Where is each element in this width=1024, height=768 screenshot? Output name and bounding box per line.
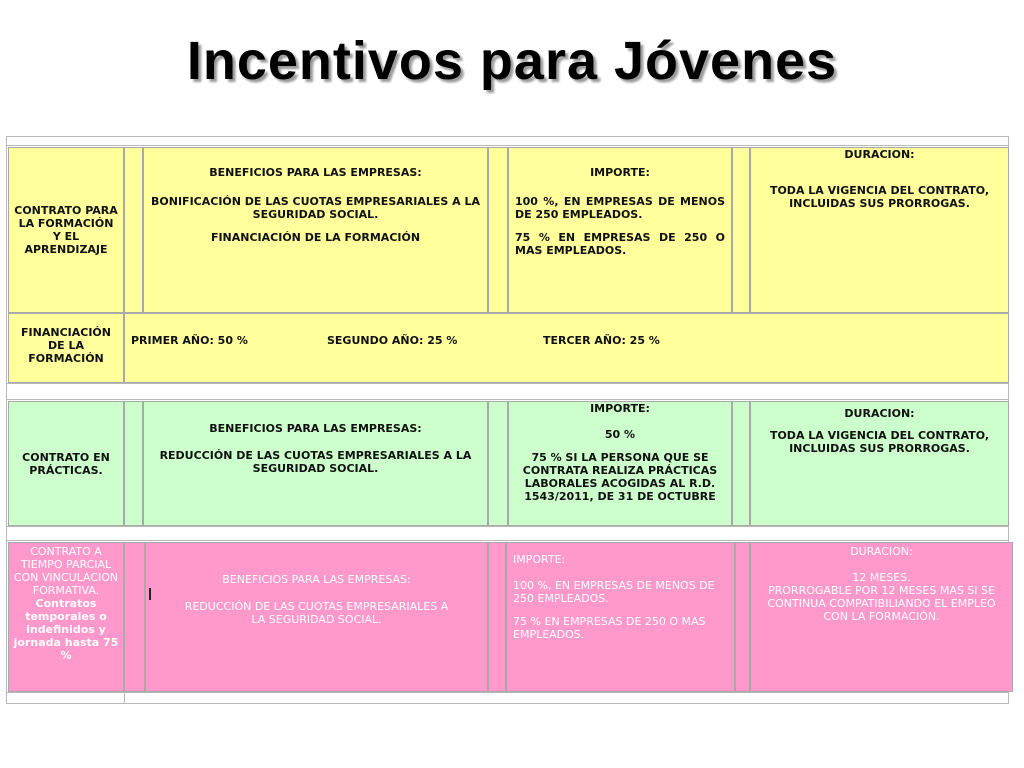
row1-duration-text: TODA LA VIGENCIA DEL CONTRATO, INCLUIDAS SUS PRORROGAS. (769, 184, 990, 210)
row3-spacer (124, 401, 143, 526)
row1-contract-type (8, 147, 124, 313)
row1-spacer (732, 147, 750, 313)
table-gridline (6, 540, 1009, 541)
row4-duration-title: DURACION: (850, 545, 913, 558)
row1-benefits-1: BONIFICACIÓN DE LAS CUOTAS EMPRESARIALES A LA SEGURIDAD SOCIAL. (151, 195, 480, 221)
row4-duration-1: 12 MESES. (852, 571, 911, 584)
row1-benefits-2: FINANCIACIÓN DE LA FORMACIÓN (210, 231, 421, 244)
row1-label: CONTRATO PARA LA FORMACIÓN Y EL APRENDIZAJE (14, 204, 118, 256)
table-gridline (6, 399, 1009, 400)
row2-label: FINANCIACIÓN DE LA FORMACIÓN (21, 326, 111, 365)
row3-benefits (143, 401, 488, 526)
table-gridline (6, 383, 1009, 384)
row4-spacer (735, 542, 750, 692)
row4-label-1: CONTRATO A TIEMPO PARCIAL CON VINCULACION FORMATIVA. (13, 545, 119, 597)
row4-amount-title: IMPORTE: (513, 553, 566, 566)
row4-duration-2: PRORROGABLE POR 12 MESES MAS SI SE CONTINUA COMPATIBILIANDO EL EMPLEO CON LA FORMACIÓN. (767, 584, 996, 623)
row4-spacer (124, 542, 145, 692)
row4-benefits-title: BENEFICIOS PARA LAS EMPRESAS: (222, 573, 411, 586)
row2-financing-values (124, 313, 1009, 383)
table-gridline (6, 692, 1009, 693)
row4-amount (506, 542, 735, 692)
table-gridline (6, 526, 1009, 527)
table-gridline (6, 145, 1009, 146)
text-cursor (149, 588, 151, 600)
row3-amount-2: 75 % SI LA PERSONA QUE SE CONTRATA REALIZA PRÁCTICAS LABORALES ACOGIDAS AL R.D. 1543/2011, DE 31 DE OCTUBRE (522, 451, 718, 503)
row4-benefits-1: REDUCCIÓN DE LAS CUOTAS EMPRESARIALES A LA SEGURIDAD SOCIAL. (184, 600, 449, 626)
row2-financing-label (8, 313, 124, 383)
row2-year2: SEGUNDO AÑO: 25 % (327, 334, 458, 347)
row1-duration-title: DURACION: (844, 148, 915, 161)
row4-contract-type (8, 542, 124, 692)
row4-spacer (488, 542, 506, 692)
row3-contract-type (8, 401, 124, 526)
page-title: Incentivos para Jóvenes (186, 31, 838, 91)
row3-amount (508, 401, 732, 526)
row1-spacer (124, 147, 143, 313)
row1-benefits (143, 147, 488, 313)
row1-amount-title: IMPORTE: (590, 166, 650, 179)
row1-amount (508, 147, 732, 313)
row1-amount-1: 100 %, EN EMPRESAS DE MENOS DE 250 EMPLEADOS. (515, 195, 725, 221)
row3-benefits-title: BENEFICIOS PARA LAS EMPRESAS: (209, 422, 422, 435)
row3-label: CONTRATO EN PRÁCTICAS. (22, 450, 110, 477)
row4-duration (750, 542, 1013, 692)
table-gridline (124, 692, 125, 704)
row4-amount-2: 75 % EN EMPRESAS DE 250 O MAS EMPLEADOS. (513, 615, 706, 641)
row3-spacer (488, 401, 508, 526)
row1-amount-2: 75 % EN EMPRESAS DE 250 O MAS EMPLEADOS. (515, 231, 725, 257)
row3-spacer (732, 401, 750, 526)
row3-duration-title: DURACION: (844, 407, 915, 420)
row4-amount-1: 100 %, EN EMPRESAS DE MENOS DE 250 EMPLEADOS. (513, 579, 715, 605)
row4-label-2: Contratos temporales o indefinidos y jornada hasta 75 % (13, 597, 119, 662)
row3-duration (750, 401, 1009, 526)
row1-duration (750, 147, 1009, 313)
row1-spacer (488, 147, 508, 313)
row2-year3: TERCER AÑO: 25 % (543, 334, 660, 347)
row4-benefits (145, 542, 488, 692)
row3-amount-1: 50 % (604, 428, 636, 441)
row3-amount-title: IMPORTE: (590, 402, 650, 415)
row3-benefits-1: REDUCCIÓN DE LAS CUOTAS EMPRESARIALES A LA SEGURIDAD SOCIAL. (159, 449, 472, 475)
row3-duration-text: TODA LA VIGENCIA DEL CONTRATO, INCLUIDAS SUS PRORROGAS. (769, 429, 990, 455)
row2-year1: PRIMER AÑO: 50 % (131, 334, 248, 347)
row1-benefits-title: BENEFICIOS PARA LAS EMPRESAS: (209, 166, 422, 179)
